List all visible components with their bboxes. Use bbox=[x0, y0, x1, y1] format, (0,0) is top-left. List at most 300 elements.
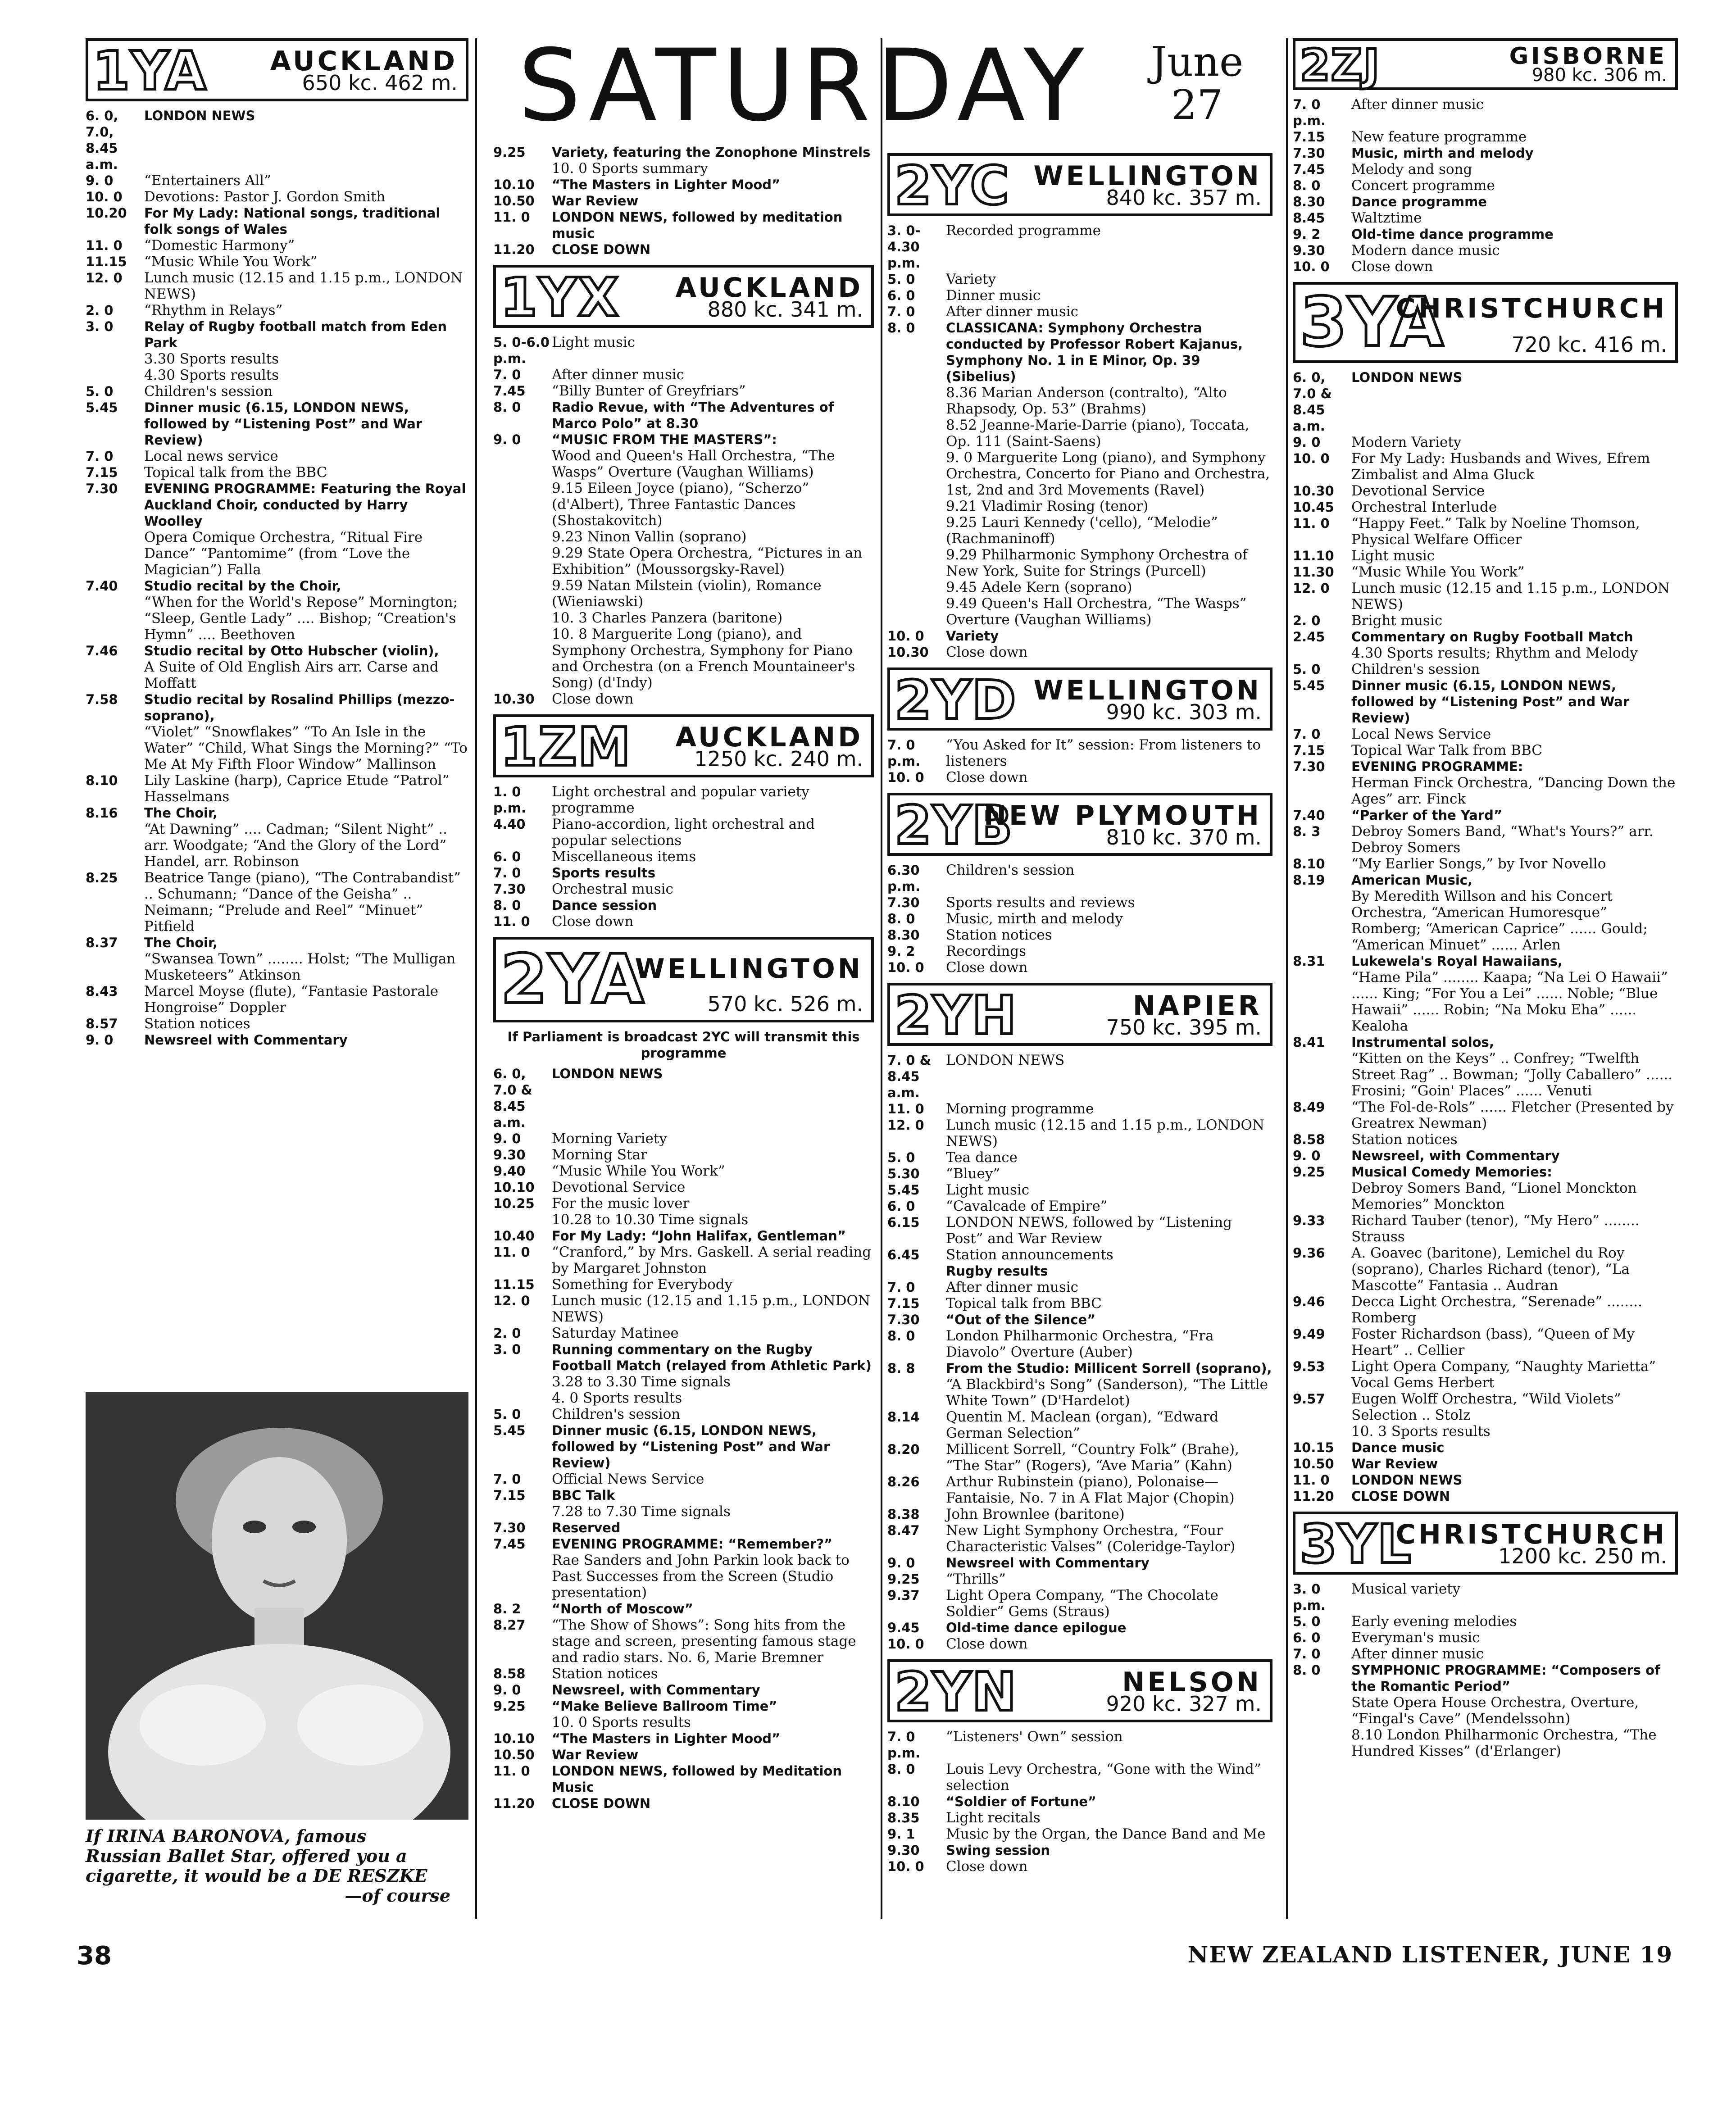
entry-description: 9. 0 Marguerite Long (piano), and Symphony Orchestra, Concerto for Piano and Orchestra, 1st, 2nd and 3rd Movements (Ravel) bbox=[946, 450, 1270, 498]
entry-description: Instrumental solos, bbox=[1351, 1035, 1494, 1050]
entry-time: 10. 0 bbox=[86, 189, 123, 204]
entry-description: Children's session bbox=[552, 1406, 681, 1422]
schedule-1ya-continued bbox=[493, 144, 874, 258]
entry-time: 10.30 bbox=[1293, 483, 1334, 499]
entry-description: CLASSICANA: Symphony Orchestra conducted by Professor Robert Kajanus, Symphony No. 1 in E Minor, Op. 39 (Sibelius) bbox=[946, 320, 1243, 384]
entry-time: 10.30 bbox=[887, 645, 929, 660]
schedule-entry bbox=[86, 302, 468, 318]
entry-time: 7.15 bbox=[1293, 129, 1325, 145]
schedule-entry bbox=[887, 1636, 1272, 1652]
entry-time: 12. 0 bbox=[493, 1293, 530, 1308]
schedule-entry bbox=[86, 529, 468, 578]
entry-description: Dance programme bbox=[1351, 194, 1487, 209]
station-city: GISBORNE bbox=[1509, 43, 1667, 70]
schedule-entry bbox=[887, 943, 1272, 959]
entry-description: “Entertainers All” bbox=[144, 173, 271, 189]
entry-description: “The Masters in Lighter Mood” bbox=[552, 177, 781, 192]
schedule-entry bbox=[1293, 129, 1678, 145]
entry-time: 7. 0 bbox=[1293, 727, 1321, 742]
schedule-entry bbox=[86, 821, 468, 870]
schedule-entry bbox=[1293, 1423, 1678, 1439]
schedule-entry bbox=[887, 304, 1272, 320]
schedule-entry bbox=[1293, 369, 1678, 434]
station-header-1zm bbox=[493, 714, 874, 777]
entry-description: Opera Comique Orchestra, “Ritual Fire Dance” “Pantomime” (from “Love the Magician”) Falla bbox=[144, 529, 423, 578]
entry-time: 8.10 bbox=[1293, 856, 1325, 872]
schedule-entry bbox=[1293, 1581, 1678, 1613]
schedule-entry bbox=[86, 270, 468, 302]
schedule-entry bbox=[887, 1409, 1272, 1441]
entry-description: Piano-accordion, light orchestral and popular selections bbox=[552, 816, 815, 849]
entry-time bbox=[86, 724, 144, 772]
caption-line: Russian Ballet Star, offered you a bbox=[86, 1846, 407, 1866]
entry-description: “Music While You Work” bbox=[1351, 564, 1525, 580]
schedule-entry bbox=[887, 223, 1272, 271]
entry-time: 7. 0 & 8.45 a.m. bbox=[887, 1053, 931, 1100]
entry-description: For My Lady: Husbands and Wives, Efrem Zimbalist and Alma Gluck bbox=[1351, 450, 1650, 483]
station-frequency: 570 kc. 526 m. bbox=[707, 992, 863, 1016]
entry-description: Running commentary on the Rugby Football Match (relayed from Athletic Park) bbox=[552, 1342, 872, 1373]
entry-time: 9.25 bbox=[493, 145, 526, 160]
schedule-entry bbox=[887, 1761, 1272, 1794]
entry-time bbox=[493, 1212, 552, 1228]
entry-time: 7. 0 bbox=[493, 865, 521, 881]
entry-description: Light recitals bbox=[946, 1810, 1041, 1826]
entry-description: Children's session bbox=[1351, 661, 1480, 677]
station-call: 1YA bbox=[93, 40, 207, 102]
entry-description: Radio Revue, with “The Adventures of Marco Polo” at 8.30 bbox=[552, 400, 834, 431]
entry-time: 8. 0 bbox=[887, 911, 915, 926]
entry-description: 9.45 Adele Kern (soprano) bbox=[946, 579, 1132, 595]
schedule-entry bbox=[86, 173, 468, 189]
station-city: AUCKLAND bbox=[270, 45, 458, 77]
entry-description: Studio recital by Rosalind Phillips (mezzo-soprano), bbox=[144, 692, 455, 723]
schedule-entry bbox=[1293, 953, 1678, 969]
entry-time: 6. 0 bbox=[887, 288, 915, 303]
schedule-entry bbox=[86, 383, 468, 400]
station-frequency: 750 kc. 395 m. bbox=[1106, 1015, 1262, 1040]
station-header-1yx bbox=[493, 265, 874, 328]
schedule-entry bbox=[887, 1794, 1272, 1810]
entry-description: Morning Variety bbox=[552, 1131, 667, 1147]
entry-description: Close down bbox=[1351, 259, 1433, 275]
column-rule bbox=[881, 38, 882, 1919]
entry-time: 5. 0 bbox=[887, 272, 915, 287]
entry-description: Decca Light Orchestra, “Serenade” ........ Romberg bbox=[1351, 1294, 1642, 1326]
entry-time: 9. 0 bbox=[1293, 1148, 1321, 1163]
entry-time: 8. 0 bbox=[887, 320, 915, 336]
entry-time: 6. 0, 7.0 & 8.45 a.m. bbox=[1293, 370, 1332, 434]
schedule-entry bbox=[1293, 726, 1678, 742]
entry-description: “Make Believe Ballroom Time” bbox=[552, 1698, 777, 1714]
schedule-entry bbox=[493, 1131, 874, 1147]
station-header-3ya bbox=[1293, 282, 1678, 363]
schedule-2zj bbox=[1293, 96, 1678, 275]
entry-time: 8.45 bbox=[1293, 210, 1325, 226]
entry-time: 8.43 bbox=[86, 984, 118, 999]
schedule-entry bbox=[1293, 677, 1678, 726]
entry-description: “North of Moscow” bbox=[552, 1601, 693, 1617]
entry-description: Newsreel with Commentary bbox=[144, 1032, 348, 1048]
entry-description: “When for the World's Repose” Mornington; “Sleep, Gentle Lady” .... Bishop; “Creation's Hymn” .... Beethoven bbox=[144, 594, 458, 643]
station-frequency: 650 kc. 462 m. bbox=[302, 71, 458, 95]
entry-time: 7.15 bbox=[493, 1488, 526, 1503]
schedule-entry bbox=[887, 862, 1272, 895]
schedule-2yh bbox=[887, 1052, 1272, 1652]
entry-description: Early evening melodies bbox=[1351, 1613, 1517, 1630]
schedule-entry bbox=[1293, 629, 1678, 645]
entry-time: 10. 0 bbox=[887, 1859, 924, 1874]
entry-description: State Opera House Orchestra, Overture, “Fingal's Cave” (Mendelssohn) bbox=[1351, 1694, 1639, 1727]
schedule-entry bbox=[1293, 807, 1678, 823]
entry-description: Light music bbox=[946, 1182, 1030, 1198]
schedule-entry bbox=[887, 644, 1272, 660]
schedule-entry bbox=[1293, 177, 1678, 194]
entry-time: 8. 0 bbox=[887, 1328, 915, 1344]
entry-description: EVENING PROGRAMME: Featuring the Royal Auckland Choir, conducted by Harry Woolley bbox=[144, 481, 466, 529]
schedule-entry bbox=[1293, 1148, 1678, 1164]
entry-time: 6.15 bbox=[887, 1215, 920, 1230]
schedule-entry bbox=[493, 816, 874, 849]
entry-time: 7. 0 p.m. bbox=[887, 737, 921, 769]
entry-time: 9.49 bbox=[1293, 1326, 1325, 1342]
entry-description: “Cavalcade of Empire” bbox=[946, 1198, 1108, 1214]
entry-time: 9. 2 bbox=[1293, 227, 1321, 242]
entry-description: 3.28 to 3.30 Time signals bbox=[552, 1374, 731, 1390]
schedule-entry bbox=[493, 1228, 874, 1244]
entry-time bbox=[1293, 969, 1351, 1034]
entry-description: Variety bbox=[946, 628, 999, 644]
entry-description: After dinner music bbox=[1351, 1646, 1484, 1662]
entry-time: 11. 0 bbox=[493, 1763, 530, 1779]
entry-time: 10.25 bbox=[493, 1196, 535, 1211]
entry-time bbox=[887, 579, 946, 595]
schedule-entry bbox=[887, 1555, 1272, 1571]
station-frequency: 810 kc. 370 m. bbox=[1106, 825, 1262, 849]
entry-description: Topical talk from BBC bbox=[946, 1295, 1102, 1312]
schedule-entry bbox=[1293, 1164, 1678, 1180]
entry-time: 5.45 bbox=[493, 1423, 526, 1438]
entry-description: Concert programme bbox=[1351, 177, 1495, 194]
schedule-entry bbox=[86, 772, 468, 805]
schedule-entry bbox=[493, 529, 874, 545]
entry-description: Morning Star bbox=[552, 1147, 647, 1163]
schedule-entry bbox=[887, 1522, 1272, 1555]
entry-time: 8.41 bbox=[1293, 1035, 1325, 1050]
entry-time: 11.15 bbox=[493, 1277, 535, 1292]
schedule-2yc bbox=[887, 223, 1272, 660]
entry-description: 9.49 Queen's Hall Orchestra, “The Wasps” Overture (Vaughan Williams) bbox=[946, 595, 1247, 628]
schedule-entry bbox=[1293, 1391, 1678, 1423]
entry-time: 5.45 bbox=[1293, 678, 1325, 693]
entry-description: Lunch music (12.15 and 1.15 p.m., LONDON NEWS) bbox=[144, 270, 463, 302]
entry-description: LONDON NEWS, followed by meditation music bbox=[552, 209, 843, 241]
entry-description: Orchestral Interlude bbox=[1351, 499, 1497, 515]
schedule-entry bbox=[1293, 1050, 1678, 1099]
entry-description: 4.30 Sports results; Rhythm and Melody bbox=[1351, 645, 1638, 661]
entry-description: 9.15 Eileen Joyce (piano), “Scherzo” (d'Albert), Three Fantastic Dances (Shostakovitch) bbox=[552, 480, 809, 529]
entry-time: 7. 0 bbox=[493, 1471, 521, 1487]
entry-description: Music by the Organ, the Dance Band and Me bbox=[946, 1826, 1266, 1842]
schedule-entry bbox=[887, 450, 1272, 498]
entry-description: 10.28 to 10.30 Time signals bbox=[552, 1212, 749, 1228]
schedule-entry bbox=[887, 1263, 1272, 1279]
schedule-entry bbox=[493, 1163, 874, 1179]
entry-time: 7. 0 p.m. bbox=[1293, 97, 1326, 128]
entry-time: 6.45 bbox=[887, 1247, 920, 1262]
schedule-entry bbox=[1293, 483, 1678, 499]
entry-time: 7.46 bbox=[86, 643, 118, 658]
caption-line: cigarette, it would be a DE RESZKE bbox=[86, 1866, 427, 1886]
entry-time bbox=[1293, 645, 1351, 661]
schedule-entry bbox=[1293, 1358, 1678, 1391]
entry-time: 10. 0 bbox=[887, 770, 924, 785]
schedule-entry bbox=[86, 237, 468, 254]
schedule-entry bbox=[887, 1279, 1272, 1295]
entry-time: 8.31 bbox=[1293, 954, 1325, 969]
schedule-entry bbox=[1293, 758, 1678, 775]
entry-description: “At Dawning” .... Cadman; “Silent Night” .. arr. Woodgate; “And the Glory of the Lord” Handel, arr. Robinson bbox=[144, 821, 447, 870]
schedule-entry bbox=[493, 1763, 874, 1795]
entry-time: 10.40 bbox=[493, 1228, 535, 1244]
entry-time: 8.16 bbox=[86, 805, 118, 821]
entry-time bbox=[86, 351, 144, 367]
schedule-entry bbox=[1293, 1662, 1678, 1694]
entry-description: “Parker of the Yard” bbox=[1351, 808, 1502, 823]
entry-time: 9.25 bbox=[887, 1571, 920, 1587]
schedule-entry bbox=[887, 595, 1272, 628]
entry-time: 11. 0 bbox=[86, 238, 123, 253]
entry-time: 8. 0 bbox=[887, 1762, 915, 1777]
schedule-3yl bbox=[1293, 1581, 1678, 1759]
entry-description: “My Earlier Songs,” by Ivor Novello bbox=[1351, 856, 1606, 872]
entry-description: Debroy Somers Band, “Lionel Monckton Memories” Monckton bbox=[1351, 1180, 1637, 1212]
entry-time bbox=[887, 547, 946, 579]
schedule-entry bbox=[493, 1212, 874, 1228]
entry-description: LONDON NEWS, followed by Meditation Music bbox=[552, 1763, 842, 1795]
entry-description: “Music While You Work” bbox=[552, 1163, 725, 1179]
schedule-entry bbox=[887, 895, 1272, 911]
entry-description: Studio recital by Otto Hubscher (violin), bbox=[144, 643, 439, 658]
schedule-entry bbox=[493, 1195, 874, 1212]
schedule-entry bbox=[1293, 1646, 1678, 1662]
station-call: 2YB bbox=[895, 794, 1013, 856]
schedule-entry bbox=[86, 805, 468, 821]
entry-description: 10. 3 Sports results bbox=[1351, 1423, 1491, 1439]
entry-description: CLOSE DOWN bbox=[552, 1796, 651, 1811]
schedule-entry bbox=[1293, 499, 1678, 515]
entry-description: Close down bbox=[552, 913, 634, 930]
schedule-entry bbox=[493, 144, 874, 160]
entry-time: 9.36 bbox=[1293, 1245, 1325, 1261]
entry-time: 9.57 bbox=[1293, 1391, 1325, 1407]
entry-time: 9. 0 bbox=[86, 173, 114, 188]
date-day: 27 bbox=[1171, 82, 1223, 129]
entry-description: “Kitten on the Keys” .. Confrey; “Twelfth Street Rag” .. Bowman; “Jolly Caballero” ...... Frosini; “Goin' Places” ...... Venuti bbox=[1351, 1050, 1673, 1099]
schedule-entry bbox=[887, 927, 1272, 943]
schedule-entry bbox=[887, 1826, 1272, 1842]
station-city: WELLINGTON bbox=[635, 953, 863, 985]
entry-description: Topical talk from the BBC bbox=[144, 464, 327, 481]
schedule-entry bbox=[887, 1312, 1272, 1328]
entry-time bbox=[887, 514, 946, 547]
station-frequency: 1250 kc. 240 m. bbox=[694, 747, 863, 771]
entry-time bbox=[493, 1552, 552, 1601]
entry-description: Lukewela's Royal Hawaiians, bbox=[1351, 954, 1563, 969]
entry-time: 11.15 bbox=[86, 254, 127, 269]
station-header-3yl bbox=[1293, 1512, 1678, 1575]
entry-description: Devotions: Pastor J. Gordon Smith bbox=[144, 189, 386, 205]
entry-description: Music, mirth and melody bbox=[1351, 145, 1534, 161]
entry-description: Dance session bbox=[552, 898, 657, 913]
column-2 bbox=[493, 144, 874, 1812]
entry-time: 9. 2 bbox=[887, 944, 915, 959]
entry-time: 8. 0 bbox=[1293, 178, 1321, 193]
entry-time: 10. 0 bbox=[1293, 451, 1330, 466]
schedule-entry bbox=[1293, 450, 1678, 483]
station-frequency: 920 kc. 327 m. bbox=[1106, 1692, 1262, 1716]
entry-time: 5. 0 bbox=[1293, 662, 1321, 677]
schedule-entry bbox=[887, 1295, 1272, 1312]
entry-time: 7.15 bbox=[86, 465, 118, 480]
schedule-entry bbox=[86, 1032, 468, 1048]
entry-description: Waltztime bbox=[1351, 210, 1422, 226]
schedule-entry bbox=[887, 1198, 1272, 1214]
entry-description: Dinner music bbox=[946, 287, 1041, 304]
schedule-entry bbox=[887, 1587, 1272, 1620]
entry-description: Station notices bbox=[946, 927, 1052, 943]
schedule-entry bbox=[887, 579, 1272, 595]
entry-time: 8.27 bbox=[493, 1617, 526, 1633]
entry-time: 8.19 bbox=[1293, 872, 1325, 888]
entry-description: A. Goavec (baritone), Lemichel du Roy (soprano), Charles Richard (tenor), “La Mascotte” Fantasia .. Audran bbox=[1351, 1245, 1630, 1294]
entry-time: 7.30 bbox=[887, 1312, 920, 1327]
entry-time: 11. 0 bbox=[887, 1101, 924, 1117]
entry-description: “Swansea Town” ........ Holst; “The Mulligan Musketeers” Atkinson bbox=[144, 951, 456, 983]
entry-time bbox=[1293, 1180, 1351, 1212]
entry-time bbox=[887, 595, 946, 628]
station-city: CHRISTCHURCH bbox=[1395, 293, 1667, 324]
schedule-entry bbox=[1293, 1099, 1678, 1131]
entry-description: Close down bbox=[946, 769, 1028, 786]
entry-time: 12. 0 bbox=[887, 1117, 924, 1133]
entry-description: Melody and song bbox=[1351, 161, 1472, 177]
entry-description: “The Masters in Lighter Mood” bbox=[552, 1731, 781, 1746]
schedule-entry bbox=[86, 367, 468, 383]
entry-time: 10.50 bbox=[493, 193, 535, 209]
entry-time bbox=[493, 529, 552, 545]
station-call: 2YA bbox=[500, 940, 645, 1019]
station-call: 3YA bbox=[1300, 283, 1445, 362]
schedule-entry bbox=[493, 1341, 874, 1374]
entry-description: Quentin M. Maclean (organ), “Edward German Selection” bbox=[946, 1409, 1219, 1441]
entry-description: Close down bbox=[946, 1636, 1028, 1652]
schedule-entry bbox=[493, 577, 874, 610]
entry-description: “Hame Pila” ........ Kaapa; “Na Lei O Hawaii” ...... King; “For You a Lei” ...... Noble; “Blue Hawaii” ...... Robin; “Na Moku Eha” ...... Kealoha bbox=[1351, 969, 1668, 1034]
entry-time: 8.30 bbox=[1293, 194, 1325, 209]
entry-time: 8. 3 bbox=[1293, 824, 1321, 839]
schedule-entry bbox=[1293, 1472, 1678, 1488]
entry-description: Everyman's music bbox=[1351, 1630, 1480, 1646]
station-header-2yd bbox=[887, 668, 1272, 731]
entry-time bbox=[887, 1263, 946, 1279]
entry-time bbox=[493, 577, 552, 610]
entry-description: Dinner music (6.15, LONDON NEWS, followed by “Listening Post” and War Review) bbox=[144, 400, 423, 448]
entry-time: 8.20 bbox=[887, 1442, 920, 1457]
entry-time: 3. 0 p.m. bbox=[1293, 1581, 1326, 1613]
entry-time: 7.45 bbox=[493, 383, 526, 399]
page-number: 38 bbox=[77, 1941, 112, 1971]
station-call: 2YD bbox=[895, 669, 1017, 731]
schedule-entry bbox=[887, 1214, 1272, 1247]
station-header-2yc bbox=[887, 153, 1272, 216]
schedule-entry bbox=[1293, 613, 1678, 629]
entry-time: 7.45 bbox=[1293, 162, 1325, 177]
entry-time: 7.45 bbox=[493, 1536, 526, 1552]
column-rule bbox=[475, 38, 477, 1919]
entry-time: 7.30 bbox=[887, 895, 920, 910]
entry-description: “Thrills” bbox=[946, 1571, 1006, 1587]
schedule-entry bbox=[493, 1147, 874, 1163]
entry-time: 6. 0, 7.0, 8.45 a.m. bbox=[86, 108, 118, 172]
schedule-entry bbox=[86, 1016, 468, 1032]
entry-description: Station announcements bbox=[946, 1247, 1113, 1263]
station-city: AUCKLAND bbox=[675, 272, 863, 304]
entry-time: 11.20 bbox=[1293, 1489, 1334, 1504]
entry-time: 9. 1 bbox=[887, 1826, 915, 1842]
schedule-entry bbox=[493, 784, 874, 816]
entry-description: Bright music bbox=[1351, 613, 1443, 629]
entry-time: 10.10 bbox=[493, 1731, 535, 1746]
entry-description: War Review bbox=[552, 193, 639, 209]
schedule-entry bbox=[1293, 194, 1678, 210]
station-call: 2YC bbox=[895, 154, 1010, 217]
entry-description: 9.59 Natan Milstein (violin), Romance (Wieniawski) bbox=[552, 577, 822, 610]
entry-time: 11. 0 bbox=[1293, 1472, 1330, 1488]
station-city: NAPIER bbox=[1132, 990, 1262, 1022]
entry-time bbox=[1293, 1727, 1351, 1759]
station-frequency: 1200 kc. 250 m. bbox=[1498, 1544, 1667, 1568]
entry-description: Miscellaneous items bbox=[552, 849, 696, 865]
entry-description: Wood and Queen's Hall Orchestra, “The Wasps” Overture (Vaughan Williams) bbox=[552, 448, 835, 480]
entry-time: 11.10 bbox=[1293, 548, 1334, 563]
entry-description: Herman Finck Orchestra, “Dancing Down the Ages” arr. Finck bbox=[1351, 775, 1676, 807]
station-city: WELLINGTON bbox=[1033, 675, 1262, 706]
entry-description: “Soldier of Fortune” bbox=[946, 1794, 1096, 1809]
schedule-entry bbox=[1293, 1613, 1678, 1630]
entry-description: Newsreel, with Commentary bbox=[1351, 1148, 1560, 1163]
entry-time: 10. 0 bbox=[887, 628, 924, 644]
entry-description: Rugby results bbox=[946, 1263, 1048, 1279]
entry-description: Official News Service bbox=[552, 1471, 704, 1487]
schedule-entry bbox=[86, 205, 468, 237]
entry-time: 11.20 bbox=[493, 242, 535, 257]
schedule-entry bbox=[887, 1842, 1272, 1858]
entry-time: 6. 0 bbox=[1293, 1630, 1321, 1645]
entry-description: “Billy Bunter of Greyfriars” bbox=[552, 383, 746, 399]
entry-description: Children's session bbox=[946, 862, 1075, 878]
entry-time: 7. 0 bbox=[1293, 1646, 1321, 1662]
entry-time: 3. 0-4.30 p.m. bbox=[887, 223, 921, 271]
entry-description: Relay of Rugby football match from Eden Park bbox=[144, 319, 447, 350]
entry-time: 7.15 bbox=[1293, 743, 1325, 758]
schedule-entry bbox=[887, 514, 1272, 547]
entry-description: Light music bbox=[552, 334, 636, 350]
entry-description: “Bluey” bbox=[946, 1166, 1000, 1182]
schedule-entry bbox=[493, 1714, 874, 1730]
station-call: 2YH bbox=[895, 984, 1018, 1046]
schedule-entry bbox=[493, 1276, 874, 1293]
